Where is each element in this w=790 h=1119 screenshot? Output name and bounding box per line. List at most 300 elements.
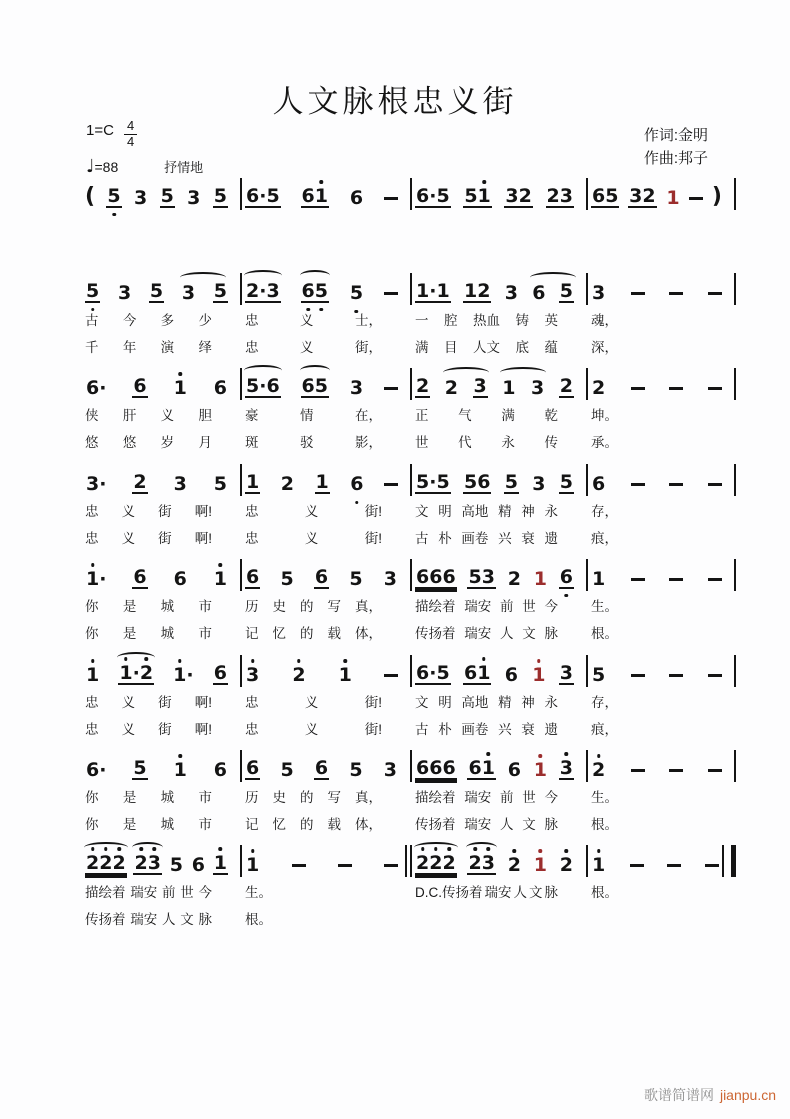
note-token xyxy=(213,760,228,780)
note-digit: 1 xyxy=(477,185,491,207)
note-digit: 5 xyxy=(349,282,364,304)
measure-lyrics xyxy=(82,432,242,454)
note-digit: 1 xyxy=(173,664,187,686)
lyric-token: 忠 xyxy=(85,504,99,519)
note-digit: 1 xyxy=(86,568,100,590)
note-digit: 1 xyxy=(246,854,260,876)
lyric-token: 义 xyxy=(160,408,175,423)
lyric-token: 永 xyxy=(544,695,558,710)
note-digit: 2 xyxy=(112,852,126,874)
lyric-token: 脉 xyxy=(198,912,212,927)
lyric-token: 的 xyxy=(300,626,314,641)
lyric-token: 是 xyxy=(122,626,137,641)
dash-continuation xyxy=(631,769,645,772)
lyric-token: 月 xyxy=(198,435,212,450)
note-token xyxy=(415,567,457,589)
lyric-token: 满 xyxy=(501,408,515,423)
measure-lyrics xyxy=(82,501,242,523)
lyric-token: 代 xyxy=(458,435,472,450)
note-digit: 1 xyxy=(477,662,491,684)
measure-lyrics xyxy=(242,528,412,550)
note-digit: 6 xyxy=(266,375,280,397)
system-7 xyxy=(82,845,740,931)
dash-continuation xyxy=(384,674,398,677)
note-digit: 2 xyxy=(592,759,606,781)
dash-continuation xyxy=(631,483,645,486)
system-5 xyxy=(82,655,740,741)
measure-lyrics xyxy=(82,310,242,332)
note-token xyxy=(117,283,132,303)
measure-lyrics xyxy=(242,310,412,332)
note-digit: 2 xyxy=(546,185,560,207)
note-token xyxy=(383,569,398,589)
lyric-token: 年 xyxy=(122,340,137,355)
note-digit: 6 xyxy=(477,471,491,493)
note-digit: 2 xyxy=(246,280,260,302)
lyric-token: 兴 xyxy=(498,531,512,546)
note-token xyxy=(415,376,430,398)
note-token xyxy=(415,663,451,685)
measure-notes xyxy=(242,845,412,877)
lyric-token: 城 xyxy=(160,817,175,832)
note-token xyxy=(504,283,519,303)
note-token xyxy=(213,281,228,303)
lyric-token: 啊! xyxy=(194,504,212,519)
measure-notes xyxy=(82,368,242,400)
note-digit: 3 xyxy=(559,185,573,207)
note-token xyxy=(546,186,574,208)
note-token xyxy=(85,281,100,303)
dash-continuation xyxy=(384,197,398,200)
note-digit: 2 xyxy=(444,377,458,399)
measure-notes xyxy=(242,750,412,782)
note-token xyxy=(533,569,548,589)
note-digit: 3 xyxy=(86,473,100,495)
lyric-token: 前 xyxy=(500,599,514,614)
measure-notes xyxy=(242,559,412,591)
note-digit: · xyxy=(429,185,437,207)
note-token xyxy=(531,474,546,494)
lyric-token: 永 xyxy=(501,435,515,450)
lyric-token: 市 xyxy=(198,790,212,805)
system-3 xyxy=(82,464,740,550)
note-token xyxy=(280,474,295,494)
measure-lyrics xyxy=(412,501,588,523)
note-digit: 6 xyxy=(173,568,187,590)
lyric-token: 街 xyxy=(158,504,172,519)
note-digit: 3 xyxy=(147,852,161,874)
lyric-token: 根。 xyxy=(591,626,618,641)
note-digit: 3 xyxy=(383,568,397,590)
note-token xyxy=(191,855,206,875)
note-token xyxy=(118,663,154,685)
note-digit: 3 xyxy=(246,664,260,686)
note-token xyxy=(591,760,606,780)
measure-lyrics xyxy=(588,310,736,332)
lyric-token: 街 xyxy=(158,722,172,737)
lyric-token: 今 xyxy=(198,885,212,900)
measure-lyrics xyxy=(588,501,736,523)
lyric-token: 士， xyxy=(355,313,382,328)
note-digit: 1 xyxy=(416,280,430,302)
measure-lyrics xyxy=(82,787,242,809)
note-digit: 2 xyxy=(86,852,100,874)
measure-notes xyxy=(588,273,736,305)
measure-lyrics xyxy=(588,337,736,359)
note-digit: 1 xyxy=(315,471,329,493)
lyric-token: 写 xyxy=(327,599,341,614)
lyric-token: 人文 xyxy=(473,340,500,355)
lyric-token: 衰 xyxy=(521,722,535,737)
lyric-token: 真， xyxy=(355,599,382,614)
lyric-token: 满 xyxy=(415,340,429,355)
lyric-token: 瑞安 xyxy=(464,790,492,805)
measure-lyrics xyxy=(588,719,736,741)
lyric-token: 正 xyxy=(415,408,429,423)
note-token xyxy=(591,855,606,875)
intro-paren: ( xyxy=(85,184,96,209)
note-token xyxy=(132,472,147,494)
lyric-token: 瑞安 xyxy=(484,885,512,900)
measure-lyrics xyxy=(412,882,588,904)
note-token xyxy=(504,186,532,208)
note-token xyxy=(415,758,457,780)
note-digit: 3 xyxy=(187,187,201,209)
lyric-token: 载 xyxy=(327,817,341,832)
lyric-token: 英 xyxy=(544,313,558,328)
note-token xyxy=(504,472,519,494)
lyric-token: 生。 xyxy=(591,599,618,614)
note-token xyxy=(149,281,164,303)
lyric-token: 侠 xyxy=(85,408,99,423)
measure-notes xyxy=(242,368,412,400)
note-digit: 3 xyxy=(505,185,519,207)
notes-row xyxy=(82,559,740,591)
dash-continuation xyxy=(689,197,703,200)
note-digit: 2 xyxy=(416,852,430,874)
note-digit: 2 xyxy=(292,664,306,686)
note-token xyxy=(349,474,364,494)
note-digit: 5 xyxy=(349,568,363,590)
lyric-token: 脉 xyxy=(544,885,558,900)
lyric-token: 载 xyxy=(327,626,341,641)
lyric-token: 的 xyxy=(300,599,314,614)
measure-lyrics xyxy=(82,719,242,741)
measure-lyrics xyxy=(242,814,412,836)
note-digit: 1 xyxy=(533,759,547,781)
measure-notes xyxy=(242,655,412,687)
note-digit: 6 xyxy=(213,759,227,781)
dash-continuation xyxy=(669,483,683,486)
measure-lyrics xyxy=(242,432,412,454)
note-digit: · xyxy=(132,662,140,684)
note-token xyxy=(463,186,491,208)
note-token xyxy=(501,378,516,398)
note-digit: · xyxy=(99,473,107,495)
lyric-token: 忠 xyxy=(85,531,99,546)
note-digit: 6 xyxy=(416,566,430,588)
note-digit: 6 xyxy=(416,185,430,207)
note-digit: 5 xyxy=(213,280,227,302)
note-token xyxy=(559,663,574,685)
note-digit: 5 xyxy=(266,185,280,207)
lyrics-row-verse1 xyxy=(82,501,740,523)
lyric-token: 传 xyxy=(544,435,558,450)
lyric-token: 描绘着 xyxy=(415,790,456,805)
dash-continuation xyxy=(631,387,645,390)
measure-notes xyxy=(412,559,588,591)
lyric-token: 的 xyxy=(300,790,314,805)
meter-denominator: 4 xyxy=(126,134,135,149)
note-token xyxy=(169,855,184,875)
lyric-token: 多 xyxy=(160,313,175,328)
note-token xyxy=(473,376,488,398)
lyric-token: 遗 xyxy=(544,722,558,737)
note-token xyxy=(106,186,121,208)
dash-continuation xyxy=(384,864,398,867)
note-digit: 2 xyxy=(468,852,482,874)
measure-notes xyxy=(412,464,588,496)
measure-lyrics xyxy=(242,787,412,809)
note-digit: 1 xyxy=(338,664,352,686)
note-digit: 6 xyxy=(592,185,606,207)
dash-continuation xyxy=(631,292,645,295)
lyric-token: 悠 xyxy=(122,435,137,450)
composer-credit: 作曲:邦子 xyxy=(643,150,708,167)
note-token xyxy=(591,186,619,208)
note-digit: 6 xyxy=(349,187,364,209)
key-signature: 1=C xyxy=(86,122,114,139)
note-digit: 5 xyxy=(280,759,294,781)
lyric-token: 永 xyxy=(544,504,558,519)
lyric-token: 义 xyxy=(121,722,136,737)
measure-notes xyxy=(412,368,588,400)
lyric-token: 根。 xyxy=(591,817,618,832)
lyric-token: 真， xyxy=(355,790,382,805)
note-token xyxy=(301,376,329,398)
lyric-token: 你 xyxy=(85,817,99,832)
lyric-token: 忆 xyxy=(272,626,286,641)
lyric-token: 体， xyxy=(355,817,382,832)
note-digit: 2 xyxy=(442,852,456,874)
note-token xyxy=(279,760,294,780)
measure-notes xyxy=(588,368,736,400)
note-token xyxy=(301,186,329,208)
note-digit: 6 xyxy=(559,566,573,588)
note-digit: 6 xyxy=(507,759,521,781)
lyric-token: 神 xyxy=(521,695,535,710)
note-digit: 2 xyxy=(559,375,573,397)
dash-continuation xyxy=(669,387,683,390)
measure-lyrics xyxy=(588,623,736,645)
note-digit: · xyxy=(429,280,437,302)
note-token xyxy=(245,758,260,780)
note-digit: 6 xyxy=(416,662,430,684)
note-digit: 6 xyxy=(468,757,482,779)
note-token xyxy=(181,283,196,303)
lyric-token: 今 xyxy=(544,790,558,805)
measure-lyrics xyxy=(242,405,412,427)
lyric-token: 你 xyxy=(85,790,99,805)
note-digit: 6 xyxy=(133,375,147,397)
note-token xyxy=(467,758,495,780)
measure-notes xyxy=(242,178,412,210)
measure-lyrics xyxy=(242,909,412,931)
lyric-token: 忠 xyxy=(245,695,259,710)
lyric-token: 在， xyxy=(355,408,382,423)
note-digit: 2 xyxy=(280,473,294,495)
note-digit: 3 xyxy=(133,187,148,209)
measure-lyrics xyxy=(242,623,412,645)
measure-lyrics xyxy=(412,528,588,550)
dash-continuation xyxy=(705,864,719,867)
lyric-token: 城 xyxy=(160,790,175,805)
lyric-token: 文 xyxy=(415,504,429,519)
lyric-token: 朴 xyxy=(438,722,452,737)
note-digit: · xyxy=(259,375,267,397)
note-digit: 6 xyxy=(314,566,329,588)
measure-lyrics xyxy=(588,787,736,809)
lyric-token: 描绘着 xyxy=(85,885,126,900)
note-digit: 3 xyxy=(383,759,397,781)
note-digit: 5 xyxy=(436,185,450,207)
note-digit: 5 xyxy=(559,471,573,493)
lyrics-row-verse1 xyxy=(82,596,740,618)
note-digit: 2 xyxy=(592,377,606,399)
lyric-token: 情 xyxy=(300,408,314,423)
note-token xyxy=(467,567,495,589)
lyric-token: 义 xyxy=(121,531,136,546)
note-digit: 6 xyxy=(301,375,315,397)
lyric-token: 目 xyxy=(444,340,458,355)
measure-lyrics xyxy=(82,814,242,836)
note-digit: 5 xyxy=(436,662,450,684)
lyric-token: 人 xyxy=(513,885,527,900)
note-digit: 2 xyxy=(99,852,113,874)
note-digit: 6 xyxy=(429,757,443,779)
note-digit: 2 xyxy=(518,185,532,207)
dash-continuation xyxy=(708,578,722,581)
lyric-token: 衰 xyxy=(521,531,535,546)
lyric-token: 脉 xyxy=(544,626,558,641)
lyric-token: 千 xyxy=(85,340,99,355)
note-digit: 3 xyxy=(559,757,573,779)
note-digit: 3 xyxy=(181,282,196,304)
note-digit: 3 xyxy=(629,185,643,207)
song-title: 人文脉根忠义街 xyxy=(272,84,518,119)
lyric-token: 瑞安 xyxy=(464,817,492,832)
measure-lyrics xyxy=(588,596,736,618)
note-token xyxy=(85,760,107,780)
note-token xyxy=(559,281,574,303)
measure-notes xyxy=(82,559,242,591)
note-digit: 3 xyxy=(481,852,495,874)
measure-lyrics xyxy=(588,528,736,550)
note-token xyxy=(591,569,606,589)
lyric-token: 脉 xyxy=(544,817,558,832)
measure-notes xyxy=(588,845,736,877)
note-token xyxy=(314,758,329,780)
lyric-token: 市 xyxy=(198,626,212,641)
note-digit: 1 xyxy=(314,185,329,207)
notes-row xyxy=(82,273,740,305)
note-token xyxy=(85,665,100,685)
lyric-token: 胆 xyxy=(198,408,212,423)
note-digit: 5 xyxy=(107,185,121,207)
note-token xyxy=(591,474,606,494)
lyric-token: 记 xyxy=(245,817,259,832)
lyric-token: 忠 xyxy=(245,722,259,737)
note-token xyxy=(531,665,546,685)
note-token xyxy=(132,376,147,398)
lyric-token: 是 xyxy=(122,599,137,614)
lyric-token: 热血 xyxy=(473,313,500,328)
note-digit: 6 xyxy=(301,185,315,207)
lyric-token: 市 xyxy=(198,817,212,832)
note-digit: 6 xyxy=(592,473,606,495)
note-digit: 3 xyxy=(532,473,546,495)
notes-row xyxy=(82,750,740,782)
note-digit: 2 xyxy=(642,185,656,207)
note-token xyxy=(348,760,363,780)
note-token xyxy=(173,760,188,780)
note-token xyxy=(507,855,522,875)
measure-notes xyxy=(588,464,736,496)
note-digit: 6 xyxy=(246,185,260,207)
note-digit: 6 xyxy=(246,566,260,588)
note-digit: 1 xyxy=(533,568,547,590)
measure-notes xyxy=(82,750,242,782)
note-digit: 5 xyxy=(314,375,329,397)
measure-notes xyxy=(242,464,412,496)
lyrics-row-verse2 xyxy=(82,719,740,741)
measure-notes xyxy=(412,845,588,877)
notes-row xyxy=(82,178,740,210)
note-digit: 6 xyxy=(86,759,100,781)
note-digit: · xyxy=(99,377,107,399)
lyric-token: 腔 xyxy=(444,313,458,328)
note-digit: · xyxy=(186,664,194,686)
notes-row xyxy=(82,464,740,496)
measure-notes xyxy=(412,178,588,210)
note-token xyxy=(315,472,330,494)
lyric-token: 啊! xyxy=(194,722,212,737)
note-token xyxy=(301,281,329,303)
lyric-token: 忠 xyxy=(245,504,259,519)
note-token xyxy=(132,567,147,589)
note-token xyxy=(213,663,228,685)
lyric-token: 斑 xyxy=(245,435,259,450)
tempo-value: =88 xyxy=(94,159,119,175)
note-digit: 1 xyxy=(436,280,450,302)
note-token xyxy=(245,186,281,208)
measure-notes xyxy=(242,273,412,305)
note-digit: 3 xyxy=(481,566,495,588)
lyric-token: 蕴 xyxy=(544,340,558,355)
lyric-token: 今 xyxy=(122,313,137,328)
note-digit: 1 xyxy=(481,757,495,779)
lyric-token: 今 xyxy=(544,599,558,614)
note-token xyxy=(213,378,228,398)
note-token xyxy=(173,569,188,589)
note-digit: 1 xyxy=(463,280,478,302)
lyric-token: 存， xyxy=(591,504,618,519)
lyric-token: 人 xyxy=(500,817,514,832)
note-digit: 1 xyxy=(533,854,547,876)
measure-notes xyxy=(82,464,242,496)
lyric-token: 前 xyxy=(500,790,514,805)
note-token xyxy=(213,853,228,875)
